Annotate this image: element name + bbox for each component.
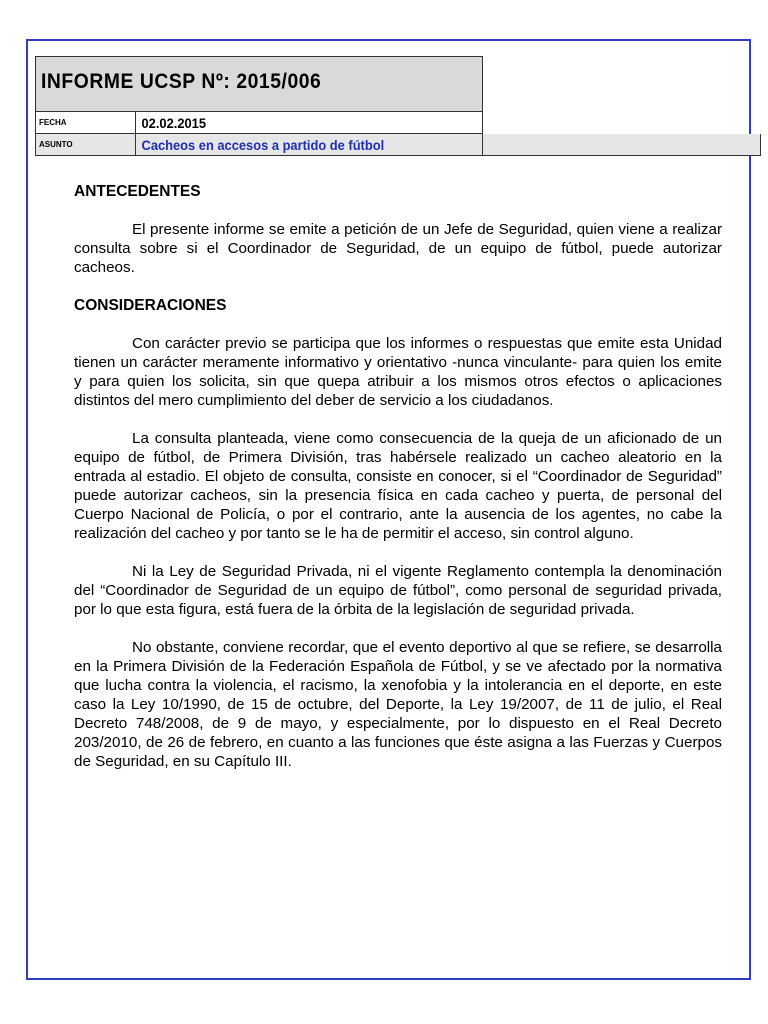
report-title: INFORME UCSP Nº: 2015/006: [41, 70, 322, 93]
fecha-label: FECHA: [36, 112, 136, 133]
fecha-value: 02.02.2015: [141, 115, 206, 131]
asunto-label: ASUNTO: [36, 134, 136, 155]
consideraciones-paragraph-2: La consulta planteada, viene como consecuencia de la queja de un aficionado de un equipo de fútbol, de Primera División, tras habérsele realizado un cacheo aleatorio en la entrada al estadio. El objeto de consulta, consiste en conocer, si el “Coordinador de Seguridad” puede autorizar cacheos, sin la presencia física en cada cacheo y puerta, de personal del Cuerpo Nacional de Policía, o por el contrario, ante la ausencia de los agentes, no cabe la realización del cacheo y por tanto se le ha de permitir el acceso, sin control alguno.: [74, 430, 722, 542]
report-body: [74, 182, 722, 790]
report-header: [35, 56, 483, 112]
asunto-row-extension: [483, 134, 761, 156]
fecha-row: [35, 112, 483, 134]
asunto-row: [35, 134, 483, 156]
antecedentes-paragraph: El presente informe se emite a petición de un Jefe de Seguridad, quien viene a realizar consulta sobre si el Coordinador de Seguridad, de un equipo de fútbol, puede autorizar cacheos.: [74, 221, 722, 276]
consideraciones-paragraph-4: No obstante, conviene recordar, que el evento deportivo al que se refiere, se desarrolla en la Primera División de la Federación Española de Fútbol, y se ve afectado por la normativa que lucha contra la violencia, el racismo, la xenofobia y la intolerancia en el deporte, en este caso la Ley 10/1990, de 15 de octubre, del Deporte, la Ley 19/2007, de 11 de julio, el Real Decreto 748/2008, de 9 de mayo, y especialmente, por lo dispuesto en el Real Decreto 203/2010, de 26 de febrero, en cuanto a las funciones que éste asigna a las Fuerzas y Cuerpos de Seguridad, en su Capítulo III.: [74, 639, 722, 770]
consideraciones-paragraph-1: Con carácter previo se participa que los informes o respuestas que emite esta Unidad tienen un carácter meramente informativo y orientativo -nunca vinculante- para quien los emite y para quien los solicita, sin que quepa atribuir a los mismos otros efectos o aplicaciones distintos del mero cumplimiento del deber de servicio a los ciudadanos.: [74, 335, 722, 409]
asunto-value: Cacheos en accesos a partido de fútbol: [141, 137, 385, 153]
consideraciones-heading: CONSIDERACIONES: [74, 297, 227, 314]
antecedentes-heading: ANTECEDENTES: [74, 183, 201, 200]
consideraciones-paragraph-3: Ni la Ley de Seguridad Privada, ni el vigente Reglamento contempla la denominación del “Coordinador de Seguridad de un equipo de fútbol”, como personal de seguridad privada, por lo que esta figura, está fuera de la órbita de la legislación de seguridad privada.: [74, 563, 722, 618]
